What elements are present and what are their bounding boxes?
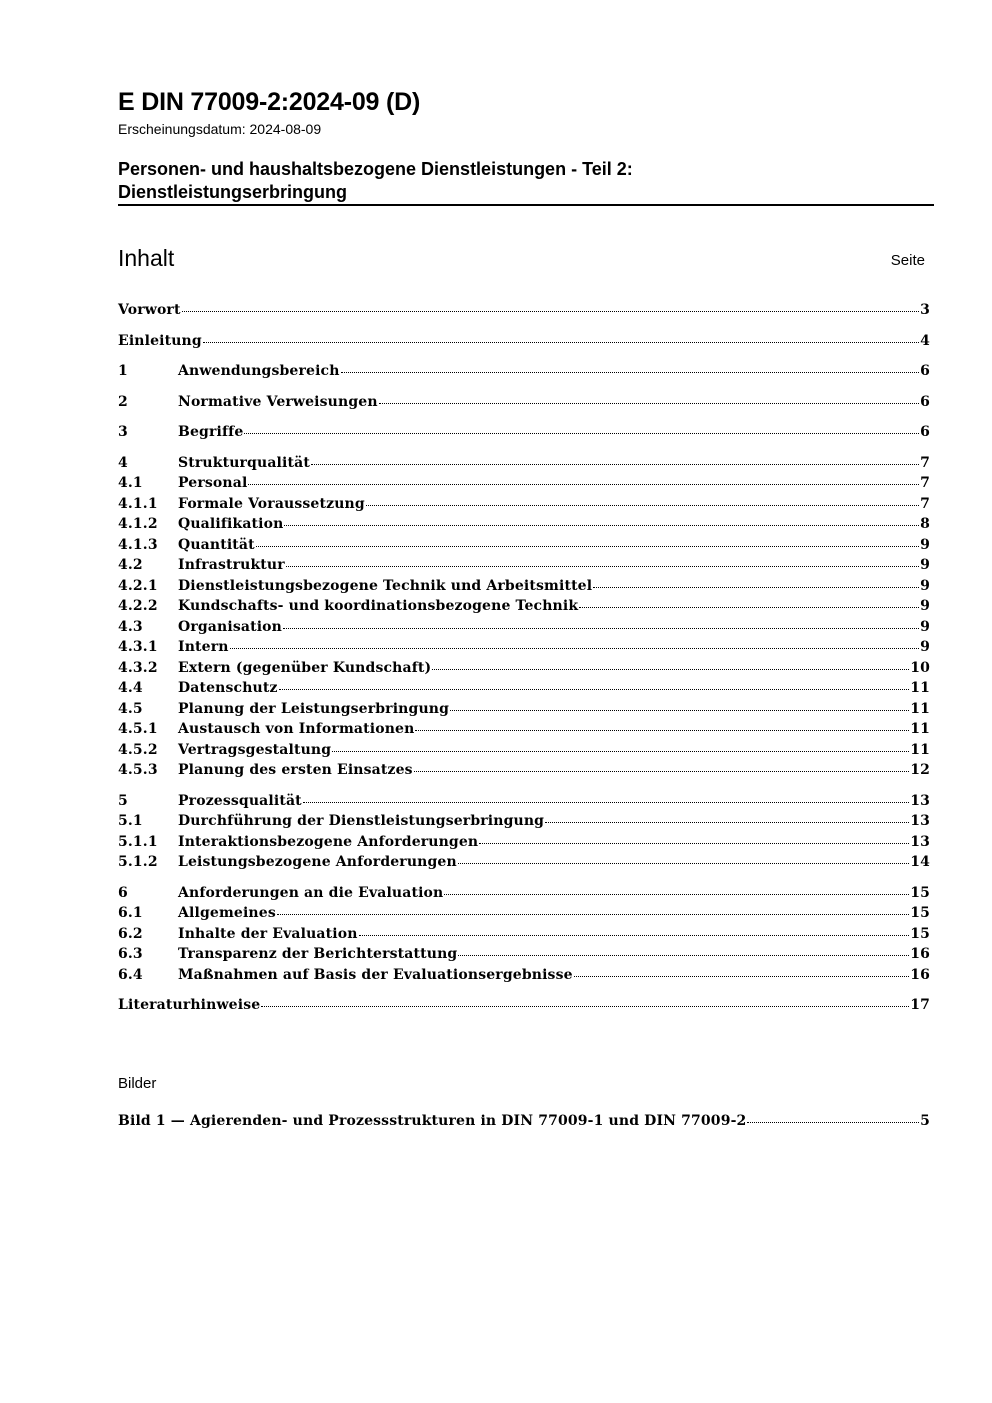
toc-entry-page: 9	[920, 557, 930, 573]
toc-entry[interactable]	[118, 905, 930, 926]
toc-entry[interactable]	[118, 394, 930, 415]
toc-dot-leader	[432, 669, 909, 670]
toc-entry[interactable]	[118, 557, 930, 578]
publication-date: Erscheinungsdatum: 2024-08-09	[118, 121, 322, 137]
toc-entry-number: 4.4	[118, 680, 143, 696]
toc-entry-number: 6	[118, 884, 128, 901]
toc-entry-label: Dienstleistungsbezogene Technik und Arbeitsmittel	[178, 577, 593, 594]
toc-entry-label: Normative Verweisungen	[178, 393, 378, 410]
toc-entry[interactable]	[118, 363, 930, 384]
toc-entry[interactable]	[118, 660, 930, 681]
toc-dot-leader	[359, 935, 910, 936]
toc-entry-label: Anforderungen an die Evaluation	[178, 884, 444, 901]
toc-entry-label: Begriffe	[178, 424, 244, 440]
toc-entry-page: 9	[920, 618, 930, 635]
toc-entry[interactable]	[118, 537, 930, 558]
toc-entry-page: 10	[910, 659, 930, 676]
toc-entry[interactable]	[118, 854, 930, 875]
toc-entry-page: 13	[910, 813, 930, 829]
toc-entry-page: 9	[920, 536, 930, 553]
toc-entry[interactable]	[118, 997, 930, 1018]
toc-entry-number: 6.3	[118, 946, 143, 962]
toc-dot-leader	[284, 525, 919, 526]
toc-entry-label: Anwendungsbereich	[178, 363, 340, 379]
toc-entry[interactable]	[118, 793, 930, 814]
toc-entry[interactable]	[118, 701, 930, 722]
toc-entry-page: 9	[920, 639, 930, 655]
toc-entry-number: 4.2.1	[118, 577, 158, 594]
toc-dot-leader	[203, 342, 919, 343]
toc-dot-leader	[261, 1006, 909, 1007]
toc-entry[interactable]	[118, 926, 930, 947]
toc-entry-number: 4.3.1	[118, 639, 158, 655]
toc-entry-number: 5.1.2	[118, 854, 158, 870]
toc-dot-leader	[256, 546, 919, 547]
toc-entry[interactable]	[118, 680, 930, 701]
toc-entry[interactable]	[118, 834, 930, 855]
toc-entry[interactable]	[118, 762, 930, 783]
toc-entry[interactable]	[118, 455, 930, 476]
toc-entry-label: Extern (gegenüber Kundschaft)	[178, 659, 432, 676]
toc-dot-leader	[341, 372, 920, 373]
toc-dot-leader	[450, 710, 909, 711]
toc-entry-label: Planung des ersten Einsatzes	[178, 762, 413, 778]
toc-entry-page: 13	[910, 792, 930, 809]
document-title-line-1: Personen- und haushaltsbezogene Dienstleistungen - Teil 2:	[118, 159, 633, 179]
toc-entry-number: 6.1	[118, 905, 143, 921]
toc-entry[interactable]	[118, 639, 930, 660]
toc-dot-leader	[579, 607, 919, 608]
toc-entry-number: 4.1.3	[118, 536, 158, 553]
toc-entry-label: Vertragsgestaltung	[178, 741, 332, 758]
toc-dot-leader	[415, 730, 909, 731]
document-title-line-2: Dienstleistungserbringung	[118, 182, 348, 202]
toc-entry[interactable]	[118, 424, 930, 445]
toc-entry-number: 5.1.1	[118, 833, 158, 850]
toc-entry-label: Formale Voraussetzung	[178, 495, 365, 512]
toc-dot-leader	[574, 976, 910, 977]
toc-entry-page: 11	[910, 680, 930, 696]
toc-entry-page: 14	[910, 854, 930, 870]
toc-entry-label: Personal	[178, 475, 248, 491]
toc-entry-page: 15	[910, 884, 930, 901]
toc-entry-label: Planung der Leistungserbringung	[178, 700, 450, 717]
toc-dot-leader	[414, 771, 910, 772]
toc-entry-label: Interaktionsbezogene Anforderungen	[178, 833, 479, 850]
toc-entry-number: 6.2	[118, 925, 143, 942]
toc-entry-page: 16	[910, 946, 930, 962]
toc-entry-label: Quantität	[178, 536, 255, 553]
toc-entry-page: 12	[910, 762, 930, 778]
toc-dot-leader	[283, 628, 919, 629]
toc-entry-number: 4.1.1	[118, 495, 158, 512]
toc-entry-page: 9	[920, 598, 930, 614]
toc-entry-number: 1	[118, 363, 128, 379]
toc-entry-number: 4.3.2	[118, 659, 158, 676]
toc-entry-label: Maßnahmen auf Basis der Evaluationsergebnisse	[178, 966, 573, 983]
toc-entry-number: 6.4	[118, 966, 143, 983]
toc-dot-leader	[248, 484, 919, 485]
toc-entry-page: 11	[910, 700, 930, 717]
toc-entry-number: 4.1	[118, 475, 143, 491]
toc-entry-label: Organisation	[178, 618, 282, 635]
toc-entry-number: 4.5.1	[118, 721, 158, 737]
figure-entry-label: Bild 1 — Agierenden- und Prozessstrukturen in DIN 77009-1 und DIN 77009-2	[118, 1113, 747, 1129]
toc-entry[interactable]	[118, 578, 930, 599]
toc-dot-leader	[277, 914, 909, 915]
toc-entry-number: 4.2	[118, 557, 143, 573]
toc-entry-label: Infrastruktur	[178, 557, 285, 573]
toc-entry[interactable]	[118, 333, 930, 354]
toc-dot-leader	[593, 587, 919, 588]
toc-dot-leader	[458, 863, 909, 864]
toc-entry[interactable]	[118, 967, 930, 988]
toc-entry[interactable]	[118, 721, 930, 742]
toc-entry[interactable]	[118, 619, 930, 640]
toc-entry-number: 2	[118, 393, 128, 410]
figures-heading: Bilder	[118, 1075, 157, 1092]
toc-entry-page: 13	[910, 833, 930, 850]
figures-list	[118, 1113, 930, 1134]
toc-entry-number: 4.2.2	[118, 598, 158, 614]
toc-entry-page: 16	[910, 966, 930, 983]
toc-entry-label: Einleitung	[118, 332, 202, 349]
page-column-label: Seite	[890, 252, 925, 269]
toc-entry-page: 7	[920, 475, 930, 491]
toc-entry-label: Durchführung der Dienstleistungserbringung	[178, 813, 545, 829]
toc-entry[interactable]	[118, 516, 930, 537]
toc-entry-label: Kundschafts- und koordinationsbezogene Technik	[178, 598, 579, 614]
toc-entry[interactable]	[118, 598, 930, 619]
toc-entry-label: Transparenz der Berichterstattung	[178, 946, 458, 962]
toc-entry-number: 4.3	[118, 618, 143, 635]
toc-entry[interactable]	[118, 496, 930, 517]
toc-entry[interactable]	[118, 302, 930, 323]
toc-entry-number: 4.5.3	[118, 762, 158, 778]
document-title	[118, 158, 934, 204]
toc-dot-leader	[182, 311, 920, 312]
toc-dot-leader	[444, 894, 909, 895]
toc-entry-number: 4	[118, 454, 128, 471]
toc-entry-page: 7	[920, 454, 930, 471]
toc-entry-page: 3	[920, 302, 930, 318]
toc-entry-label: Literaturhinweise	[118, 997, 261, 1013]
toc-dot-leader	[479, 843, 909, 844]
toc-dot-leader	[311, 464, 919, 465]
toc-entry[interactable]	[118, 885, 930, 906]
toc-dot-leader	[244, 433, 919, 434]
figure-entry-page: 5	[920, 1113, 930, 1129]
toc-dot-leader	[366, 505, 919, 506]
table-of-contents	[118, 302, 930, 1018]
toc-entry[interactable]	[118, 946, 930, 967]
toc-dot-leader	[279, 689, 910, 690]
toc-entry-page: 6	[920, 393, 930, 410]
toc-entry-page: 15	[910, 925, 930, 942]
toc-dot-leader	[286, 566, 919, 567]
toc-dot-leader	[545, 822, 909, 823]
figure-entry[interactable]	[118, 1113, 930, 1134]
toc-entry[interactable]	[118, 813, 930, 834]
document-code: E DIN 77009-2:2024-09 (D)	[118, 88, 421, 116]
toc-entry-label: Inhalte der Evaluation	[178, 925, 358, 942]
title-rule	[118, 204, 934, 206]
toc-entry-number: 4.5.2	[118, 741, 158, 758]
toc-dot-leader	[379, 403, 919, 404]
toc-entry-label: Allgemeines	[178, 905, 276, 921]
toc-entry-page: 15	[910, 905, 930, 921]
toc-entry-page: 9	[920, 577, 930, 594]
toc-entry-label: Prozessqualität	[178, 792, 302, 809]
toc-entry-page: 7	[920, 495, 930, 512]
toc-entry[interactable]	[118, 475, 930, 496]
toc-entry-label: Vorwort	[118, 302, 181, 318]
toc-heading: Inhalt	[118, 245, 175, 271]
toc-entry-page: 11	[910, 721, 930, 737]
toc-entry-number: 4.5	[118, 700, 143, 717]
toc-entry-number: 3	[118, 424, 128, 440]
toc-entry-label: Intern	[178, 639, 229, 655]
toc-entry-label: Qualifikation	[178, 516, 284, 532]
toc-dot-leader	[303, 802, 909, 803]
toc-entry-label: Strukturqualität	[178, 454, 310, 471]
toc-entry-page: 11	[910, 741, 930, 758]
toc-entry-number: 5	[118, 792, 128, 809]
toc-dot-leader	[458, 955, 909, 956]
toc-entry-page: 6	[920, 424, 930, 440]
toc-dot-leader	[332, 751, 909, 752]
toc-entry-page: 4	[920, 332, 930, 349]
toc-entry-label: Austausch von Informationen	[178, 721, 415, 737]
toc-entry-label: Datenschutz	[178, 680, 278, 696]
toc-dot-leader	[230, 648, 920, 649]
toc-entry-number: 4.1.2	[118, 516, 158, 532]
toc-entry-page: 6	[920, 363, 930, 379]
figure-dot-leader	[747, 1122, 919, 1123]
toc-entry[interactable]	[118, 742, 930, 763]
toc-entry-page: 8	[920, 516, 930, 532]
toc-entry-page: 17	[910, 997, 930, 1013]
toc-entry-number: 5.1	[118, 813, 143, 829]
toc-entry-label: Leistungsbezogene Anforderungen	[178, 854, 457, 870]
